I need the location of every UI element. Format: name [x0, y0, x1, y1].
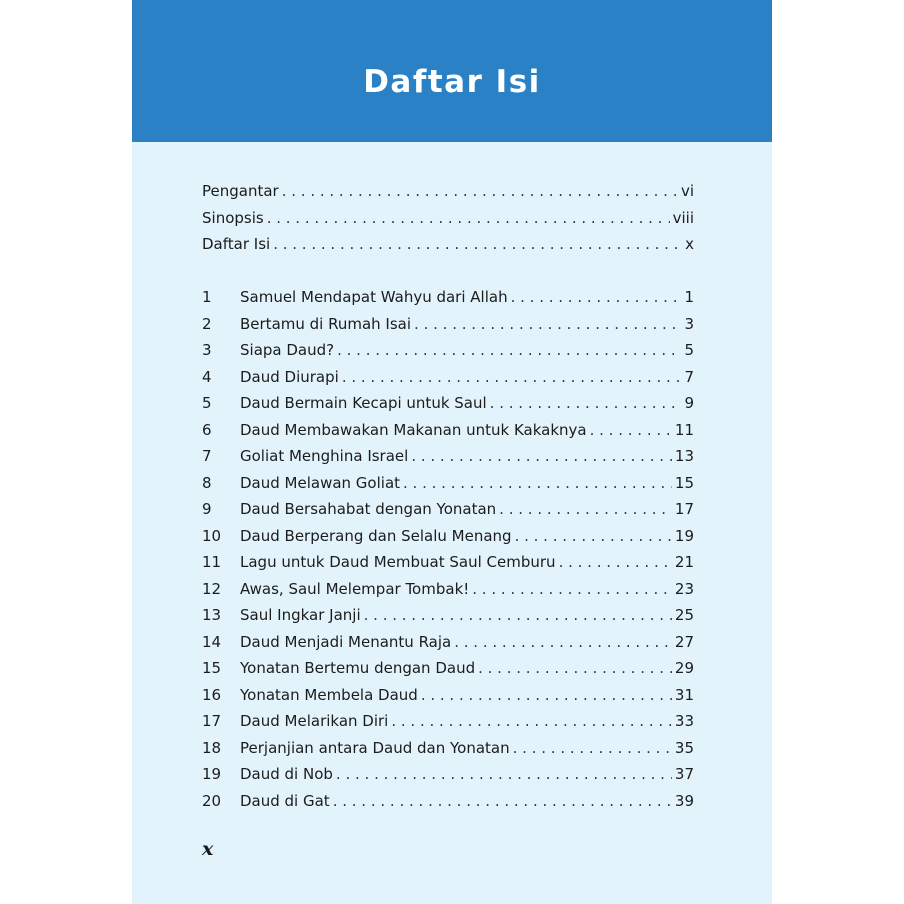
chapter-number: 4 — [202, 367, 212, 386]
entry-page-number: x — [685, 235, 694, 253]
entry-page-number: 13 — [674, 447, 694, 465]
chapter-number: 17 — [202, 712, 222, 730]
dot-leader — [333, 788, 672, 815]
entry-title: Daud di Gat — [240, 791, 330, 810]
chapter-number: 6 — [202, 420, 212, 439]
chapter-number: 11 — [202, 553, 222, 571]
entry-title: Samuel Mendapat Wahyu dari Allah — [240, 288, 508, 306]
chapter-entry — [202, 708, 694, 735]
dot-leader — [267, 205, 670, 232]
entry-page-number: 17 — [674, 500, 694, 518]
chapter-number: 19 — [202, 765, 222, 783]
dot-leader — [511, 284, 682, 311]
chapter-entry — [202, 761, 694, 788]
entry-page-number: 9 — [684, 394, 694, 412]
entry-page-number: 33 — [674, 712, 694, 730]
dot-leader — [513, 735, 672, 762]
dot-leader — [421, 682, 672, 709]
title-banner — [132, 0, 772, 142]
chapter-number: 15 — [202, 659, 222, 677]
chapter-entry — [202, 602, 694, 629]
dot-leader — [411, 443, 672, 470]
chapter-number: 18 — [202, 738, 222, 757]
chapter-number: 1 — [202, 288, 212, 306]
entry-page-number: 39 — [674, 791, 694, 810]
front-matter-entry — [202, 205, 694, 232]
entry-title: Pengantar — [202, 182, 279, 200]
entry-page-number: 25 — [674, 606, 694, 624]
entry-title: Yonatan Membela Daud — [240, 685, 418, 704]
dot-leader — [472, 576, 672, 603]
chapter-entry — [202, 576, 694, 603]
dot-leader — [414, 311, 681, 338]
entry-title: Daud di Nob — [240, 765, 333, 783]
chapter-entry — [202, 655, 694, 682]
chapter-number: 5 — [202, 394, 212, 412]
chapter-number: 9 — [202, 500, 212, 518]
page-title: Daftar Isi — [363, 64, 541, 100]
chapter-number: 8 — [202, 473, 212, 492]
entry-page-number: 5 — [684, 341, 694, 359]
dot-leader — [273, 231, 682, 258]
entry-page-number: 19 — [674, 526, 694, 545]
chapter-entry — [202, 735, 694, 762]
entry-title: Awas, Saul Melempar Tombak! — [240, 579, 470, 598]
entry-title: Sinopsis — [202, 208, 264, 227]
entry-title: Bertamu di Rumah Isai — [240, 314, 412, 333]
entry-page-number: viii — [672, 208, 694, 227]
entry-title: Goliat Menghina Israel — [240, 447, 409, 465]
chapter-number: 2 — [202, 314, 212, 333]
chapter-entry — [202, 311, 694, 338]
entry-title: Daud Diurapi — [240, 367, 339, 386]
page-folio: x — [202, 838, 214, 860]
entry-page-number: 11 — [674, 420, 694, 439]
entry-page-number: 35 — [674, 738, 694, 757]
entry-page-number: 21 — [674, 553, 694, 571]
entry-page-number: 31 — [674, 685, 694, 704]
entry-title: Yonatan Bertemu dengan Daud — [240, 659, 476, 677]
entry-page-number: 15 — [674, 473, 694, 492]
entry-page-number: 27 — [674, 632, 694, 651]
dot-leader — [454, 629, 672, 656]
chapter-entry — [202, 337, 694, 364]
chapter-entry — [202, 549, 694, 576]
chapter-entry — [202, 682, 694, 709]
chapter-entry — [202, 629, 694, 656]
entry-title: Daud Melarikan Diri — [240, 712, 389, 730]
dot-leader — [336, 761, 672, 788]
chapter-number: 12 — [202, 579, 222, 598]
chapter-number: 13 — [202, 606, 222, 624]
entry-title: Daud Bermain Kecapi untuk Saul — [240, 394, 487, 412]
entry-title: Perjanjian antara Daud dan Yonatan — [240, 738, 510, 757]
dot-leader — [499, 496, 672, 523]
book-page — [132, 0, 772, 904]
entry-title: Siapa Daud? — [240, 341, 335, 359]
entry-title: Lagu untuk Daud Membuat Saul Cemburu — [240, 553, 556, 571]
chapter-entry — [202, 417, 694, 444]
chapter-entry — [202, 470, 694, 497]
chapter-number: 16 — [202, 685, 222, 704]
chapter-entry — [202, 284, 694, 311]
chapter-number: 14 — [202, 632, 222, 651]
chapter-entry — [202, 523, 694, 550]
chapter-entry — [202, 390, 694, 417]
dot-leader — [515, 523, 672, 550]
dot-leader — [490, 390, 682, 417]
entry-page-number: 37 — [674, 765, 694, 783]
chapter-number: 10 — [202, 526, 222, 545]
entry-title: Daud Menjadi Menantu Raja — [240, 632, 452, 651]
front-matter-entry — [202, 231, 694, 258]
dot-leader — [337, 337, 681, 364]
dot-leader — [391, 708, 672, 735]
entry-title: Daud Bersahabat dengan Yonatan — [240, 500, 497, 518]
dot-leader — [342, 364, 682, 391]
dot-leader — [364, 602, 672, 629]
chapter-entry — [202, 788, 694, 815]
dot-leader — [559, 549, 672, 576]
entry-page-number: 3 — [684, 314, 694, 333]
entry-page-number: 29 — [674, 659, 694, 677]
front-matter-entry — [202, 178, 694, 205]
chapter-entry — [202, 496, 694, 523]
dot-leader — [403, 470, 672, 497]
chapter-number: 20 — [202, 791, 222, 810]
entry-title: Saul Ingkar Janji — [240, 606, 361, 624]
chapter-number: 3 — [202, 341, 212, 359]
chapter-list — [202, 284, 694, 814]
entry-page-number: 7 — [684, 367, 694, 386]
chapter-entry — [202, 364, 694, 391]
entry-title: Daud Membawakan Makanan untuk Kakaknya — [240, 420, 587, 439]
entry-page-number: 23 — [674, 579, 694, 598]
dot-leader — [590, 417, 672, 444]
entry-title: Daftar Isi — [202, 235, 271, 253]
entry-page-number: vi — [680, 182, 694, 200]
entry-title: Daud Melawan Goliat — [240, 473, 401, 492]
front-matter-list — [202, 178, 694, 258]
dot-leader — [282, 178, 678, 205]
dot-leader — [478, 655, 672, 682]
chapter-entry — [202, 443, 694, 470]
entry-page-number: 1 — [684, 288, 694, 306]
chapter-number: 7 — [202, 447, 212, 465]
entry-title: Daud Berperang dan Selalu Menang — [240, 526, 512, 545]
